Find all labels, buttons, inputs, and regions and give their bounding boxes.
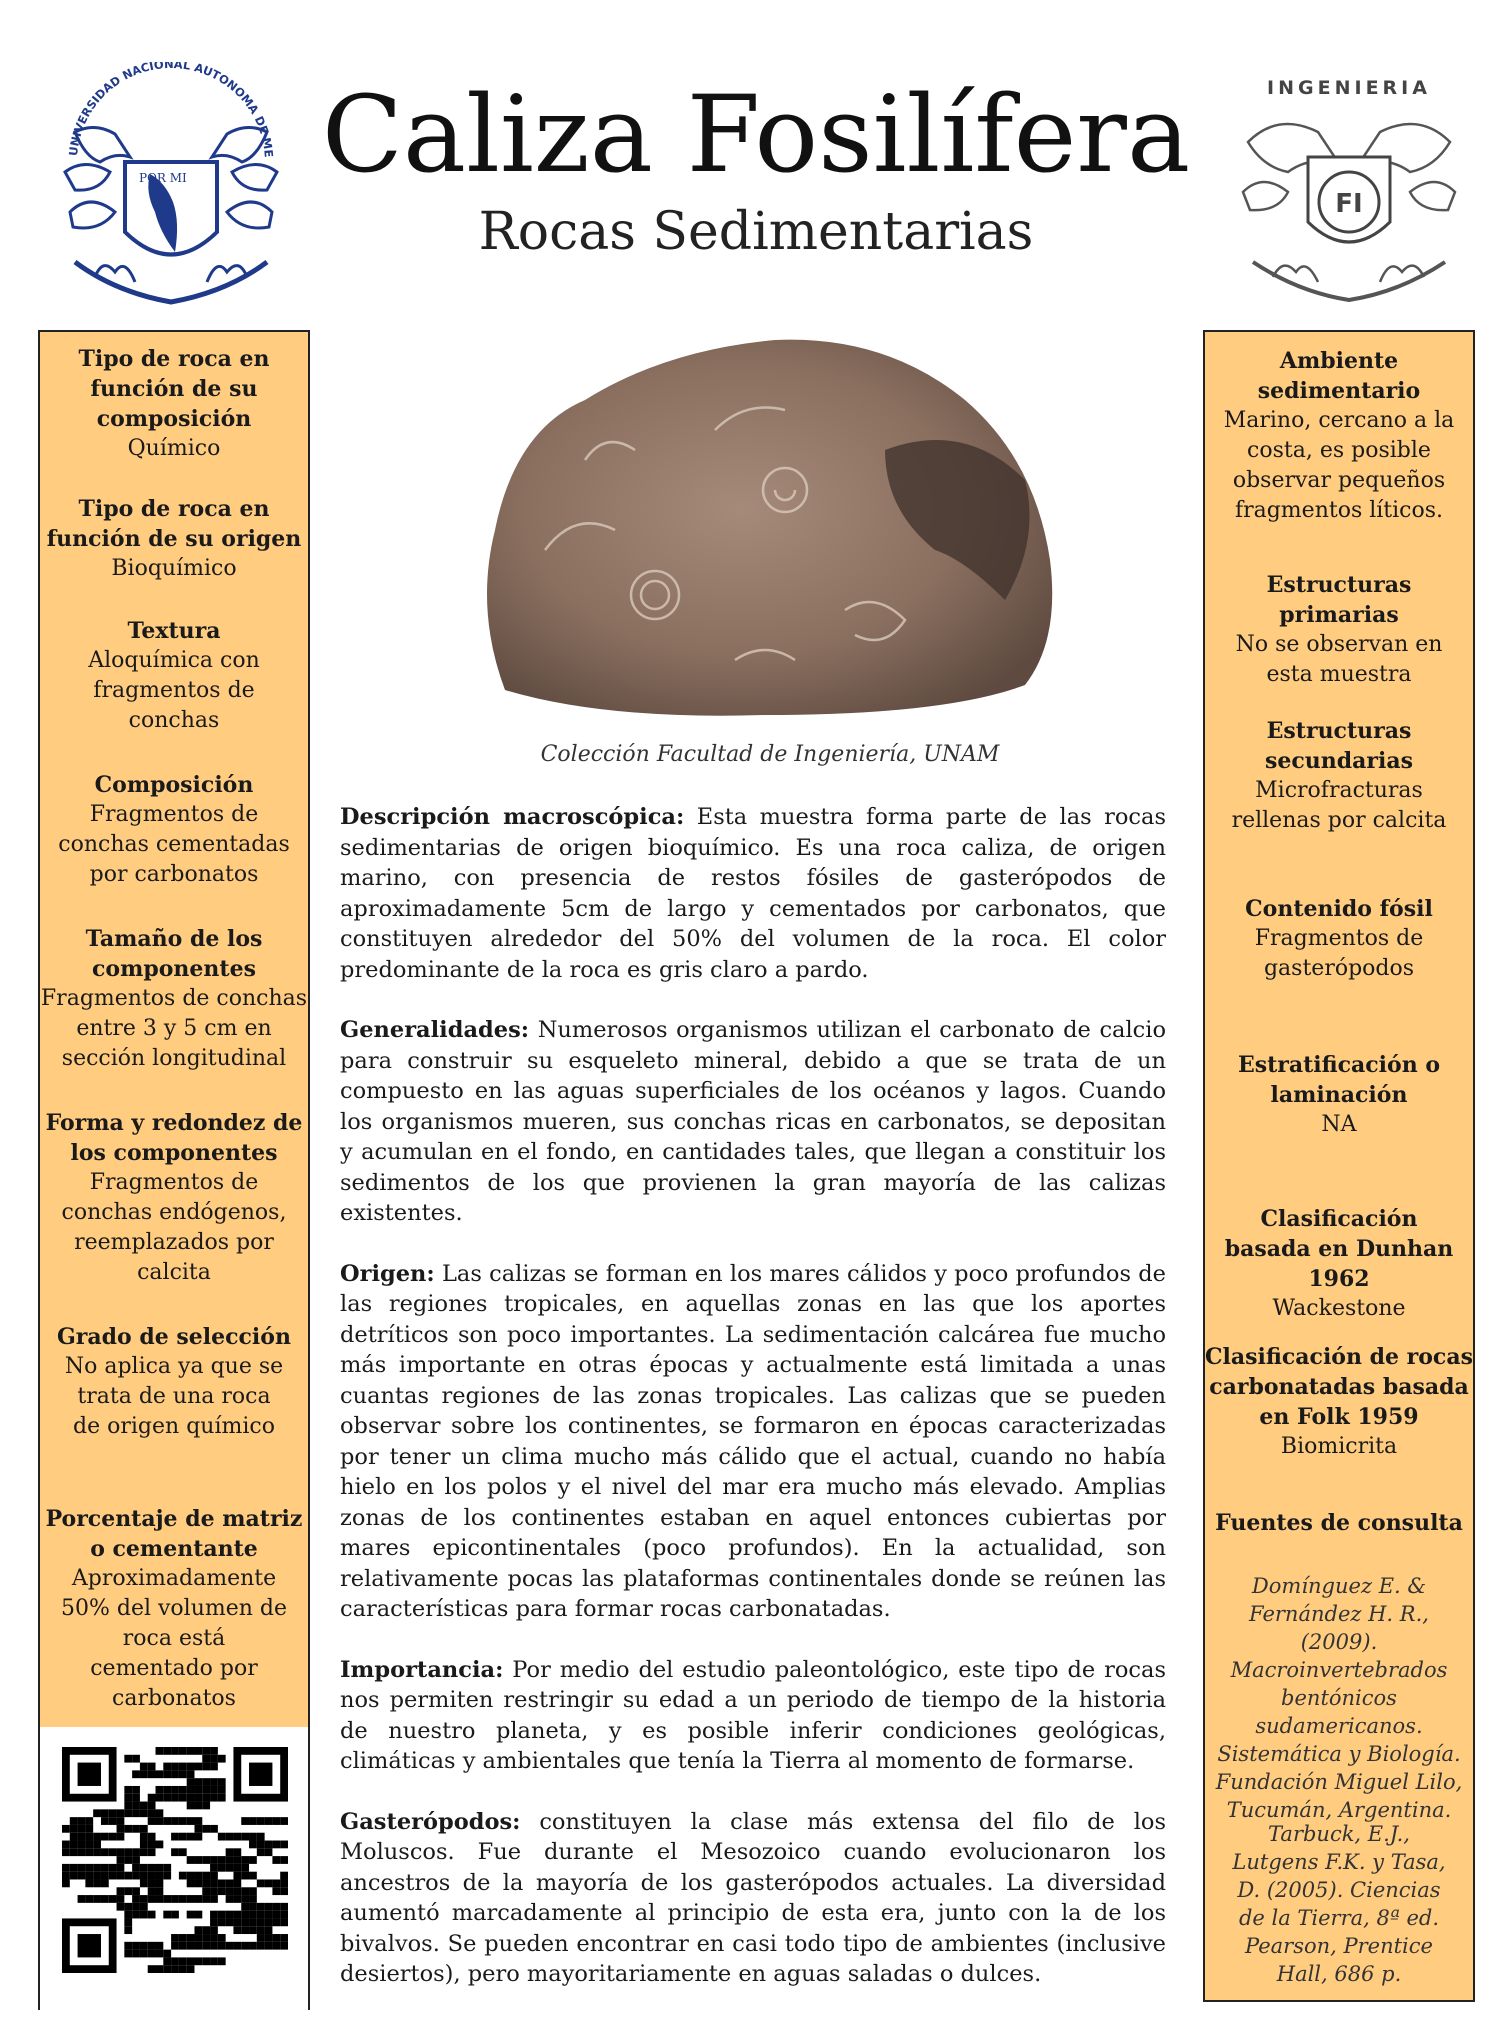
paragraph-heading: Importancia: [340,1656,504,1683]
paragraph-text: Por medio del estudio paleontológico, este tipo de rocas nos permiten restringir su edad a un periodo de tiempo de la historia de nuestro planeta, y es posible inferir condiciones geológicas, climáticas y ambientales que tenía la Tierra al momento de formarse. [340,1656,1166,1774]
paragraph-importance [340,1655,1166,1777]
reference-2 [1205,1820,1473,1988]
property-value: Fragmentos de conchas entre 3 y 5 cm en sección longitudinal [40,986,308,1071]
property-stratification [1205,1050,1473,1140]
paragraph-heading: Gasterópodos: [340,1808,521,1835]
property-label: Clasificación de rocas carbonatadas basada en Folk 1959 [1205,1344,1473,1430]
paragraph-heading: Generalidades: [340,1017,530,1043]
paragraph-gastropods [340,1807,1166,1990]
property-environment [1205,346,1473,526]
property-secondary-structures [1205,716,1473,836]
property-value: Aloquímica con fragmentos de conchas [88,648,260,733]
references-title [1205,1508,1473,1538]
property-component-size [40,924,308,1074]
property-value: No se observan en esta muestra [1235,632,1443,687]
right-properties-panel [1203,330,1475,2002]
fi-logo [1238,72,1460,307]
fi-emblem: FI [1335,189,1363,219]
svg-text:UNIVERSIDAD NACIONAL AUTONOMA [55,62,276,158]
property-value: Wackestone [1272,1296,1406,1321]
property-origin-type [40,494,308,584]
property-label: Textura [127,618,221,644]
property-composition [40,770,308,890]
property-primary-structures [1205,570,1473,690]
property-fossil-content [1205,894,1473,984]
paragraph-text: constituyen la clase más extensa del filo de los Moluscos. Fue durante el Mesozoico cuando evolucionaron los ancestros de la mayoría de los gasterópodos actuales. La diversidad aumentó marcadamente al principio de esta era, junto con la de los bivalvos. Se pueden encontrar en casi todo tipo de ambientes (inclusive desiertos), pero mayoritariamente en aguas saladas o dulces. [340,1808,1166,1987]
references-heading: Fuentes de consulta [1215,1510,1463,1536]
unam-logo-text: UNIVERSIDAD NACIONAL AUTONOMA DE ME [66,62,276,158]
page-subtitle: Rocas Sedimentarias [478,202,1034,262]
paragraph-macroscopic [340,802,1166,985]
image-caption: Colección Facultad de Ingeniería, UNAM [540,742,1000,767]
property-value: NA [1321,1112,1357,1137]
qr-code-icon[interactable] [62,1747,288,1973]
property-folk-classification [1205,1342,1473,1462]
left-properties-panel [38,330,310,2010]
property-label: Composición [94,772,254,798]
property-value: Fragmentos de gasterópodos [1254,926,1424,981]
paragraph-text: Las calizas se forman en los mares cálidos y poco profundos de las regiones tropicales, en aquellas zonas en las que los aportes detríticos son poco importantes. La sedimentación calcárea fue mucho más importante en otras épocas y actualmente está limitada a unas cuantas regiones de las zonas tropicales. Las calizas que se pueden observar sobre los continentes, se formaron en épocas caracterizadas por tener un clima mucho más cálido que el actual, cuando no había hielo en los polos y el nivel del mar era mucho más elevado. Amplias zonas de los continentes estaban en aquel entonces cubiertas por mares epicontinentales (poco profundos). En la actualidad, son relativamente pocas las plataformas continentales donde se reúnen las características para formar rocas carbonatadas. [340,1260,1166,1622]
rock-sample-image [465,310,1065,728]
property-label: Forma y redondez de los componentes [45,1110,303,1166]
property-label: Tipo de roca en función de su origen [46,496,302,552]
unam-logo [55,62,287,317]
property-label: Clasificación basada en Dunhan 1962 [1224,1206,1454,1292]
property-label: Estratificación o laminación [1237,1052,1441,1108]
property-value: Fragmentos de conchas cementadas por carbonatos [58,802,290,887]
property-shape-roundness [40,1108,308,1288]
page-title: Caliza Fosilífera [321,73,1191,196]
fi-logo-text: INGENIERIA [1267,77,1431,99]
unam-motto-top: POR MI [139,171,187,185]
property-label: Estructuras secundarias [1265,718,1413,774]
reference-text: Tarbuck, E.J., Lutgens F.K. y Tasa, D. (2005). Ciencias de la Tierra, 8ª ed. Pearson, Prentice Hall, 686 p. [1232,1822,1446,1986]
property-label: Tamaño de los componentes [85,926,263,982]
property-value: Biomicrita [1280,1434,1398,1459]
property-value: Microfracturas rellenas por calcita [1231,778,1447,833]
property-dunham-classification [1205,1204,1473,1324]
paragraph-heading: Origen: [340,1260,435,1287]
property-value: Fragmentos de conchas endógenos, reemplazados por calcita [61,1170,287,1285]
property-label: Estructuras primarias [1266,572,1412,628]
qr-code-box [40,1727,308,2010]
paragraph-text: Esta muestra forma parte de las rocas sedimentarias de origen bioquímico. Es una roca caliza, de origen marino, con presencia de restos fósiles de gasterópodos de aproximadamente 5cm de largo y cementados por carbonatos, que constituyen alrededor del 50% del volumen de la roca. El color predominante de la roca es gris claro a pardo. [340,804,1166,983]
property-label: Ambiente sedimentario [1257,348,1421,404]
property-value: No aplica ya que se trata de una roca de origen químico [64,1354,284,1439]
property-label: Grado de selección [57,1324,291,1350]
property-value: Marino, cercano a la costa, es posible observar pequeños fragmentos líticos. [1223,408,1455,523]
property-label: Tipo de roca en función de su composición [78,346,270,432]
property-composition-type [40,344,308,464]
property-texture [40,616,308,736]
property-value: Aproximadamente 50% del volumen de roca está cementado por carbonatos [60,1566,288,1711]
main-description [340,802,1166,2020]
property-value: Químico [127,436,221,461]
property-sorting [40,1322,308,1442]
paragraph-heading: Descripción macroscópica: [340,804,685,830]
reference-1 [1205,1572,1473,1824]
paragraph-generalities [340,1015,1166,1229]
property-value: Bioquímico [111,556,237,581]
reference-text: Domínguez E. & Fernández H. R., (2009). Macroinvertebrados bentónicos sudamericanos. Sistemática y Biología. Fundación Miguel Lilo, Tucumán, Argentina. [1215,1574,1463,1822]
property-label: Contenido fósil [1245,896,1433,922]
property-matrix-percentage [40,1504,308,1714]
paragraph-text: Numerosos organismos utilizan el carbonato de calcio para construir su esqueleto mineral, debido a que se trata de un compuesto en las aguas superficiales de los océanos y lagos. Cuando los organismos mueren, sus conchas ricas en carbonatos, se depositan y acumulan en el fondo, en cantidades tales, que llegan a constituir los sedimentos de los que provienen la gran mayoría de las calizas existentes. [340,1017,1166,1226]
property-label: Porcentaje de matriz o cementante [45,1506,303,1562]
paragraph-origin [340,1259,1166,1625]
